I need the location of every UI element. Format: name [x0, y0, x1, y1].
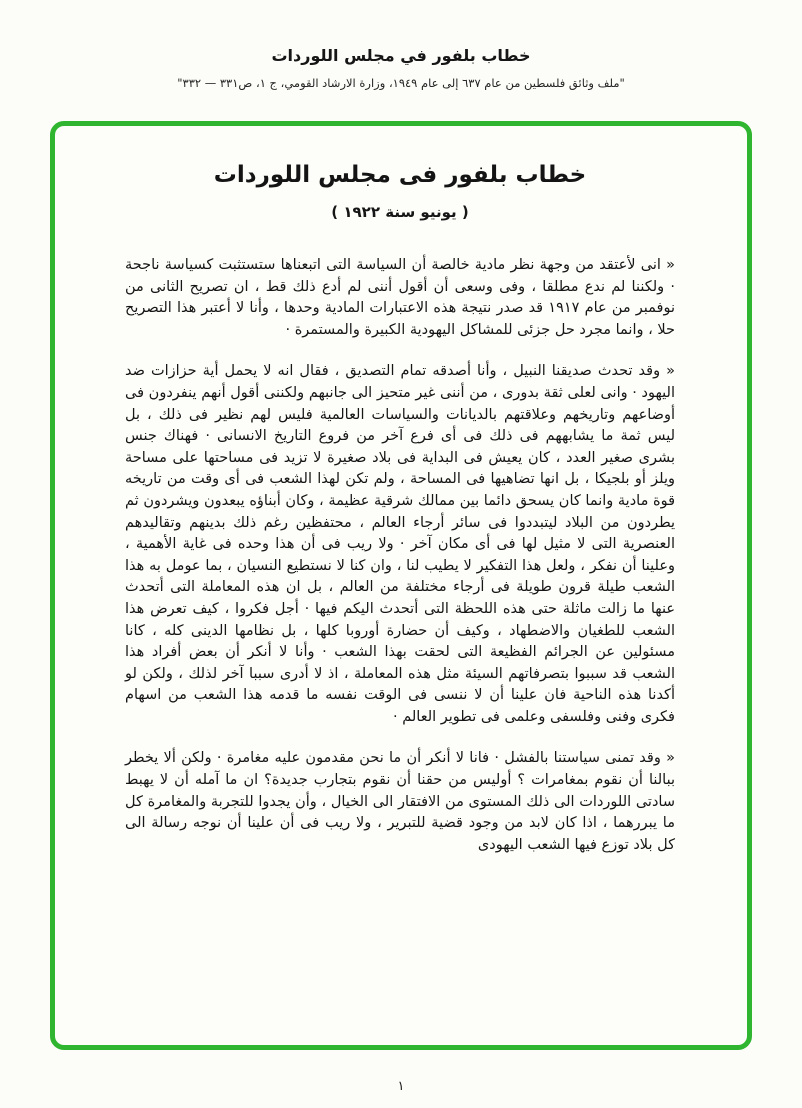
paragraph-3: « وقد تمنى سياستنا بالفشل · فانا لا أنكر أن ما نحن مقدمون عليه مغامرة · ولكن ألا يخطر ببالنا أن نقوم بمغامرات ؟ أوليس من حقنا أن نقوم بتجارب جديدة؟ ان ما آمله أن لا يهبط سادتى اللوردات الى ذلك المستوى من الافتقار الى الخيال ، وأن يجدوا للتجربة والمغامرة كل ما يبررهما ، اذا كان لابد من وجود قضية للتبرير ، ولا ريب فى أن علينا أن نوجه رسالة الى كل بلاد توزع فيها الشعب اليهودى — [125, 750, 675, 853]
document-content — [125, 162, 675, 876]
green-document-frame — [50, 121, 752, 1050]
paragraph-1: « انى لأعتقد من وجهة نظر مادية خالصة أن السياسة التى اتبعناها ستستثبت كسياسة ناجحة · ولكننا لم ندع مطلقا ، وفى وسعى أن أقول أننى لم أدع ذلك قط ، ان تصريح الثانى من نوفمبر من عام ١٩١٧ قد صدر نتيجة هذه الاعتبارات المادية وحدها ، وأنا لا أعتبر هذا التصريح حلا ، وانما مجرد حل جزئى للمشاكل اليهودية الكبيرة والمستمرة · — [125, 257, 675, 338]
page-number: ١ — [397, 1079, 405, 1094]
paragraph-2: « وقد تحدث صديقنا النبيل ، وأنا أصدقه تمام التصديق ، فقال انه لا يحمل أية حزازات ضد اليهود · وانى لعلى ثقة بدورى ، من أننى غير متحيز الى جانبهم ولكننى أقول أنهم ينفردون فى أوضاعهم وتاريخهم وعلاقتهم بالديانات والسياسات العالمية فليس لهم نظير فى ذلك ، بل ليس ثمة ما يشابههم فى ذلك فى أى فرع آخر من فروع التاريخ الانسانى · فهناك جنس بشرى صغير العدد ، كان يعيش فى البداية فى بلاد صغيرة لا تزيد فى مساحتها على مساحة ويلز أو بلجيكا ، بل انها تضاهيها فى المساحة ، ولم تكن لهذا الشعب فى أى وقت من تاريخه قوة مادية وانما كان يسحق دائما بين ممالك شرقية عظيمة ، وكان أبناؤه يبعدون ويشردون ثم يطردون من البلاد ليتبددوا فى سائر أرجاء العالم ، محتفظين رغم ذلك بدينهم وتقاليدهم العنصرية التى لا مثيل لها فى أى مكان آخر · ولا ريب فى أن هذا وحده فى غاية الأهمية ، وعلينا أن نفكر ، ولعل هذا التفكير لا يطيب لنا ، وان كنا لا نستطيع النسيان ، بما عومل به هذا الشعب طيلة قرون طويلة فى أرجاء مختلفة من العالم ، بل ان هذه المعاملة التى أتحدث عنها ما زالت ماثلة حتى هذه اللحظة التى أتحدث اليكم فيها · أجل فكروا ، كيف تعرض هذا الشعب للطغيان والاضطهاد ، وكيف أن حضارة أوروبا كلها ، بل نظامها الدينى كله ، كانا مسئولين عن الجرائم الفظيعة التى لحقت بهذا الشعب · وأنا لا أنكر أن بعض أفراد هذا الشعب قد سببوا بتصرفاتهم السيئة مثل هذه المعاملة ، اذ لا أدرى سببا آخر لذلك ، ولكن لو أكدنا هذه الناحية فان علينا أن لا ننسى فى الوقت نفسه ما قدمه هذا الشعب من اسهام فكرى وفنى وفلسفى وعلمى فى تطوير العالم · — [125, 363, 675, 725]
page-header — [0, 46, 802, 90]
document-title: خطاب بلفور فى مجلس اللوردات — [213, 162, 587, 188]
header-title: خطاب بلفور في مجلس اللوردات — [271, 46, 531, 65]
document-date-line: ( يونيو سنة ١٩٢٢ ) — [331, 203, 469, 221]
document-body — [125, 255, 675, 856]
header-source-citation: "ملف وثائق فلسطين من عام ٦٣٧ إلى عام ١٩٤٩، وزارة الارشاد القومي، ج ١، ص٣٣١ — ٣٣٢" — [177, 76, 625, 90]
